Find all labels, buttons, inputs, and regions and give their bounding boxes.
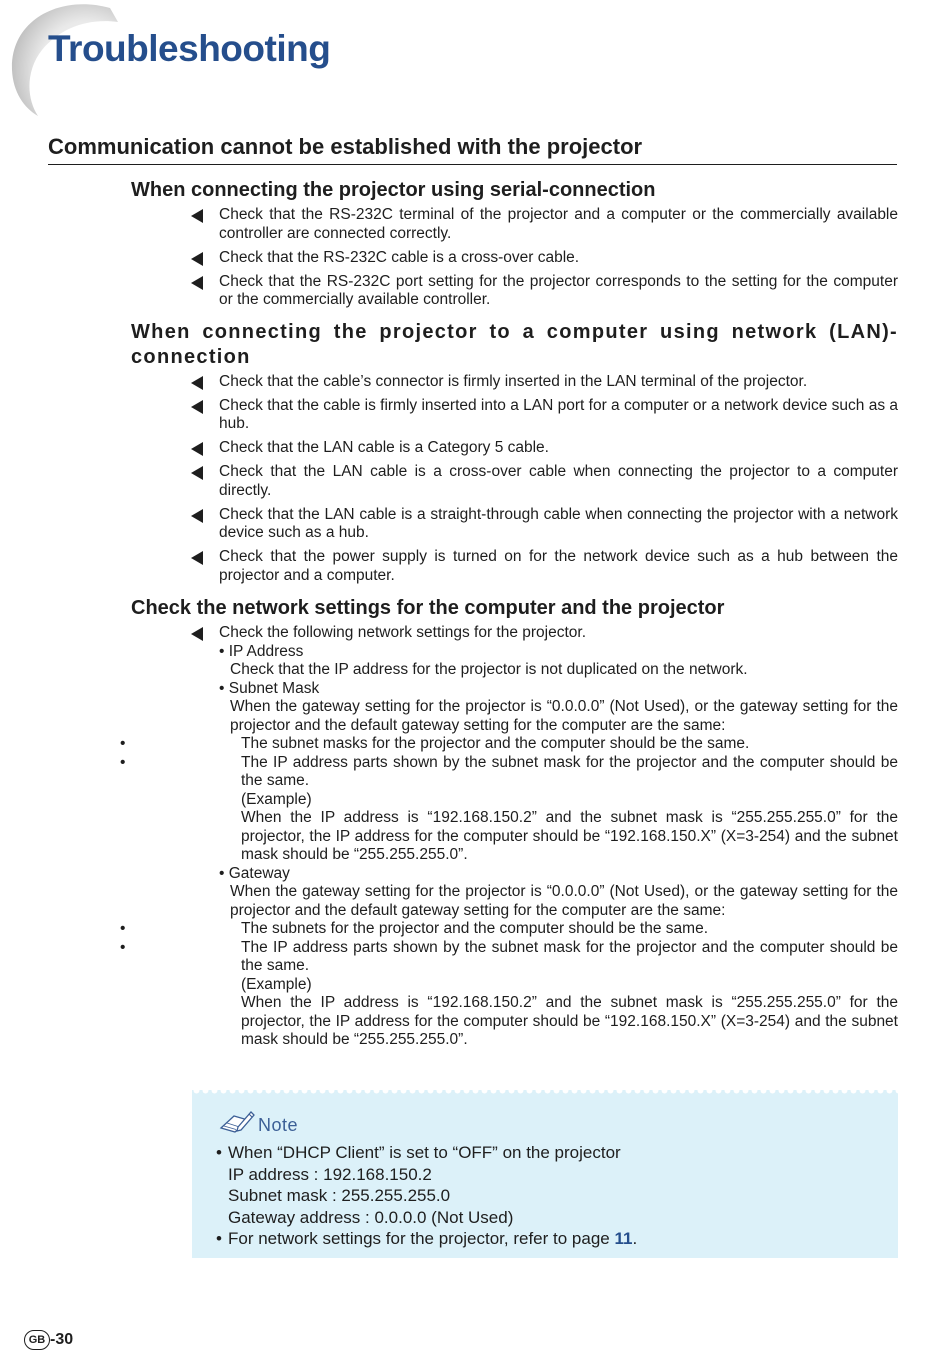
note-box xyxy=(192,1090,898,1258)
page-reference-link[interactable]: 11 xyxy=(614,1229,633,1248)
gateway-bullet-2: • The IP address parts shown by the subnet mask for the projector and the computer should be the same. xyxy=(120,938,898,974)
arrow-left-icon xyxy=(191,509,203,523)
arrow-left-icon xyxy=(191,627,203,641)
note-dhcp-line: • When “DHCP Client” is set to “OFF” on the projector xyxy=(216,1143,621,1162)
list-item: Check that the cable is firmly inserted into a LAN port for a computer or a network device such as a hub. xyxy=(131,397,898,434)
note-scalloped-edge xyxy=(192,1090,898,1098)
arrow-left-icon xyxy=(191,252,203,266)
gateway-text: When the gateway setting for the projector is “0.0.0.0” (Not Used), or the gateway setting for the projector and the default gateway setting for the computer are the same: xyxy=(230,883,898,919)
subnet-bullet-2: • The IP address parts shown by the subnet mask for the projector and the computer should be the same. xyxy=(120,753,898,789)
network-details xyxy=(120,642,898,1050)
note-label: Note xyxy=(258,1115,299,1135)
content xyxy=(120,178,898,1050)
arrow-left-icon xyxy=(191,376,203,390)
page-title: Troubleshooting xyxy=(48,28,331,69)
section-title: Communication cannot be established with the projector xyxy=(48,134,897,165)
arrow-left-icon xyxy=(191,466,203,480)
gateway-title: • Gateway xyxy=(219,864,290,882)
note-ip-line: IP address : 192.168.150.2 xyxy=(228,1164,432,1184)
serial-checklist xyxy=(131,206,898,310)
list-item: Check that the cable’s connector is firmly inserted in the LAN terminal of the projector. xyxy=(131,373,898,392)
lan-checklist xyxy=(131,373,898,586)
network-heading: Check the network settings for the computer and the projector xyxy=(131,597,725,619)
arrow-left-icon xyxy=(191,442,203,456)
arrow-left-icon xyxy=(191,400,203,414)
page-number: -30 xyxy=(50,1331,74,1348)
note-refer-line: • For network settings for the projector, refer to page 11. xyxy=(216,1229,638,1248)
list-item: Check the following network settings for the projector. xyxy=(131,624,898,643)
pencil-note-icon xyxy=(218,1106,256,1136)
arrow-left-icon xyxy=(191,276,203,290)
lan-heading: When connecting the projector to a computer using network (LAN)-connection xyxy=(131,320,898,368)
subnet-title: • Subnet Mask xyxy=(219,679,320,697)
list-item: Check that the RS-232C cable is a cross-over cable. xyxy=(131,249,898,268)
list-item: Check that the RS-232C port setting for the projector corresponds to the setting for the computer or the commercially available controller. xyxy=(131,273,898,310)
list-item: Check that the LAN cable is a straight-through cable when connecting the projector with a network device such as a hub. xyxy=(131,506,898,543)
ip-title: • IP Address xyxy=(219,642,304,660)
region-badge: GB xyxy=(24,1330,50,1350)
arrow-left-icon xyxy=(191,551,203,565)
gateway-example: When the IP address is “192.168.150.2” and the subnet mask is “255.255.255.0” for the projector, the IP address for the computer should be “192.168.150.X” (X=3-254) and the subnet mask should be “255.255.255.0”. xyxy=(241,994,898,1048)
subnet-text: When the gateway setting for the projector is “0.0.0.0” (Not Used), or the gateway setting for the projector and the default gateway setting for the computer are the same: xyxy=(230,698,898,734)
ip-text: Check that the IP address for the projector is not duplicated on the network. xyxy=(230,661,748,678)
subnet-bullet-1: • The subnet masks for the projector and the computer should be the same. xyxy=(120,735,750,752)
note-header xyxy=(218,1106,298,1136)
gateway-bullet-1: • The subnets for the projector and the computer should be the same. xyxy=(120,920,708,937)
serial-heading: When connecting the projector using serial-connection xyxy=(131,179,656,201)
note-subnet-line: Subnet mask : 255.255.255.0 xyxy=(228,1186,451,1205)
list-item: Check that the RS-232C terminal of the projector and a computer or the commercially available controller are connected correctly. xyxy=(131,206,898,243)
network-checklist xyxy=(131,624,898,643)
note-body xyxy=(216,1142,637,1250)
gateway-example-label: (Example) xyxy=(241,975,312,993)
arrow-left-icon xyxy=(191,209,203,223)
subnet-example-label: (Example) xyxy=(241,790,312,808)
list-item: Check that the LAN cable is a cross-over cable when connecting the projector to a computer directly. xyxy=(131,463,898,500)
list-item: Check that the power supply is turned on for the network device such as a hub between the projector and a computer. xyxy=(131,548,898,585)
note-gateway-line: Gateway address : 0.0.0.0 (Not Used) xyxy=(228,1207,514,1227)
page-footer xyxy=(24,1330,73,1350)
subnet-example: When the IP address is “192.168.150.2” and the subnet mask is “255.255.255.0” for the projector, the IP address for the computer should be “192.168.150.X” (X=3-254) and the subnet mask should be “255.255.255.0”. xyxy=(241,809,898,863)
list-item: Check that the LAN cable is a Category 5 cable. xyxy=(131,439,898,458)
